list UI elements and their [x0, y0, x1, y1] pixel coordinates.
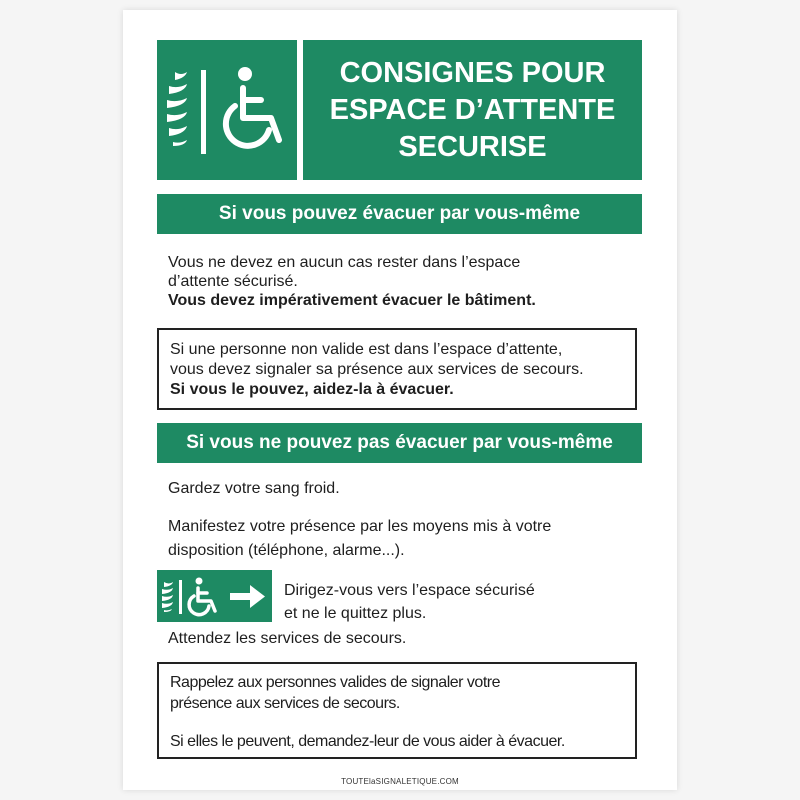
divider-bar	[201, 70, 206, 154]
title-line-1: CONSIGNES POUR	[339, 56, 606, 89]
title-line-2: ESPACE D’ATTENTE	[329, 93, 616, 126]
wheelchair-icon	[226, 67, 279, 146]
section-1-notice-box	[157, 328, 637, 410]
section-2-paragraph-1: Gardez votre sang froid.	[168, 480, 340, 497]
section-1-paragraph	[168, 253, 536, 310]
section-2-notice-box	[157, 662, 637, 759]
section-1-box-line-1: Si une personne non valide est dans l’espace d’attente,	[170, 341, 563, 358]
section-2-paragraph-2-line-1: Manifestez votre présence par les moyens mis à votre	[168, 518, 552, 535]
section-2-paragraph-4: Attendez les services de secours.	[168, 630, 407, 647]
fire-protection-icon	[167, 72, 187, 146]
direction-sign-graphic	[157, 570, 272, 622]
pictogram-graphic	[157, 40, 297, 180]
footer-watermark: TOUTElaSIGNALETIQUE.COM	[341, 777, 459, 786]
section-2-box-line-2: présence aux services de secours.	[170, 695, 400, 712]
arrow-right-icon	[230, 585, 265, 608]
section-1-box-line-3: Si vous le pouvez, aidez-la à évacuer.	[170, 381, 454, 398]
section-2-paragraph-3-line-1: Dirigez-vous vers l’espace sécurisé	[284, 582, 535, 599]
direction-sign	[157, 570, 272, 622]
section-2-box-line-3: Si elles le peuvent, demandez-leur de vous aider à évacuer.	[170, 733, 565, 750]
section-1-box-line-2: vous devez signaler sa présence aux services de secours.	[170, 361, 584, 378]
section-1-banner: Si vous pouvez évacuer par vous-même	[157, 194, 642, 234]
section-2-paragraph-3-line-2: et ne le quittez plus.	[284, 605, 427, 622]
section-2-banner: Si vous ne pouvez pas évacuer par vous-même	[157, 423, 642, 463]
safety-pictogram-panel	[157, 40, 297, 180]
fire-protection-icon	[162, 582, 173, 612]
divider-bar	[179, 580, 182, 614]
section-2-box-line-1: Rappelez aux personnes valides de signaler votre	[170, 674, 500, 691]
section-2-paragraph-2	[168, 515, 551, 563]
section-1-paragraph-line-3: Vous devez impérativement évacuer le bâtiment.	[168, 292, 536, 309]
section-2-paragraph-3	[284, 579, 535, 625]
section-2-paragraph-2-line-2: disposition (téléphone, alarme...).	[168, 542, 405, 559]
section-1-paragraph-line-2: d’attente sécurisé.	[168, 273, 298, 290]
wheelchair-icon	[189, 578, 215, 615]
section-1-paragraph-line-1: Vous ne devez en aucun cas rester dans l’espace	[168, 254, 521, 271]
sign-title	[303, 40, 642, 180]
title-line-3: SECURISE	[398, 130, 547, 163]
